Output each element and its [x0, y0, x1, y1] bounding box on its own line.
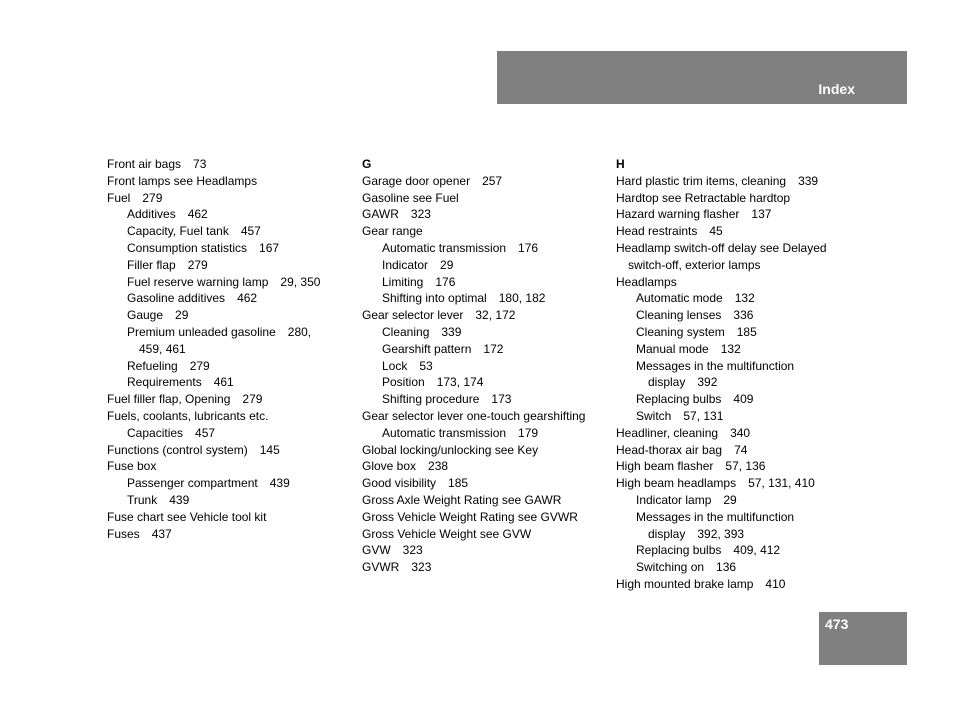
index-entry: [362, 526, 612, 543]
index-entry: [616, 391, 866, 408]
index-entry: [107, 290, 357, 307]
index-entry: [107, 391, 357, 408]
index-term: Filler flap: [127, 257, 176, 272]
page-reference: 340: [730, 425, 751, 440]
page-reference: 339: [441, 324, 462, 339]
page-reference: 462: [187, 207, 208, 222]
page-reference: 185: [448, 476, 469, 491]
index-entry: [616, 542, 866, 559]
index-term: Gross Axle Weight Rating see GAWR: [362, 492, 562, 507]
page-reference: 173, 174: [436, 375, 484, 390]
index-term: Limiting: [382, 274, 424, 289]
page-reference: 73: [193, 157, 207, 171]
page-reference: 323: [402, 543, 423, 558]
page-reference: 280,: [287, 324, 312, 339]
index-entry: [362, 492, 612, 509]
index-entry: [107, 173, 357, 190]
index-term: Fuse box: [107, 459, 157, 474]
page-reference: 137: [751, 207, 772, 222]
index-term: Gasoline additives: [127, 291, 226, 306]
index-term: Lock: [382, 358, 408, 373]
page-reference: 57, 131: [683, 408, 724, 423]
index-term: Gasoline see Fuel: [362, 190, 459, 205]
index-entry: [616, 240, 866, 257]
index-term: Headlamps: [616, 274, 677, 289]
index-entry: [362, 509, 612, 526]
page-reference: 279: [242, 392, 263, 407]
index-term: Trunk: [127, 492, 158, 507]
index-term: 459, 461: [139, 341, 186, 356]
page-reference: 323: [410, 207, 431, 222]
index-entry: [362, 458, 612, 475]
index-term: Automatic transmission: [382, 425, 507, 440]
index-term: Consumption statistics: [127, 240, 248, 255]
index-entry: [107, 526, 357, 543]
index-term: GVW: [362, 543, 391, 558]
index-term: Front air bags: [107, 157, 182, 171]
index-term: display: [648, 375, 686, 390]
index-term: Head-thorax air bag: [616, 442, 723, 457]
index-entry: [107, 492, 357, 509]
index-entry: [362, 190, 612, 207]
index-entry: [107, 475, 357, 492]
page-reference: 439: [269, 476, 290, 491]
index-entry: [107, 156, 357, 173]
page-reference: 172: [483, 341, 504, 356]
index-entry: [362, 425, 612, 442]
page-reference: 29, 350: [280, 274, 321, 289]
page-reference: 462: [237, 291, 258, 306]
index-entry: [362, 206, 612, 223]
index-entry: [616, 274, 866, 291]
index-term: Replacing bulbs: [636, 392, 722, 407]
index-entry: [362, 542, 612, 559]
index-entry: [362, 223, 612, 240]
page-reference: 179: [518, 425, 539, 440]
index-entry: [362, 408, 612, 425]
index-term: Cleaning: [382, 324, 430, 339]
index-column-2: [362, 156, 612, 576]
index-entry: [616, 458, 866, 475]
index-term: Premium unleaded gasoline: [127, 324, 276, 339]
page-reference: 176: [435, 274, 456, 289]
index-entry: [107, 425, 357, 442]
page-reference: 185: [736, 324, 757, 339]
index-entry: [616, 173, 866, 190]
index-term: GVWR: [362, 560, 400, 575]
index-term: High mounted brake lamp: [616, 576, 754, 591]
index-term: Shifting into optimal: [382, 291, 487, 306]
index-entry: [362, 475, 612, 492]
index-term: Fuels, coolants, lubricants etc.: [107, 408, 269, 423]
index-entry: [107, 206, 357, 223]
index-term: Fuse chart see Vehicle tool kit: [107, 509, 267, 524]
index-entry: [107, 257, 357, 274]
index-term: G: [362, 157, 372, 171]
page-reference: 392, 393: [697, 526, 745, 541]
index-entry: [616, 408, 866, 425]
index-entry: [616, 307, 866, 324]
index-term: Gear range: [362, 224, 423, 239]
index-entry: [616, 223, 866, 240]
index-term: Indicator lamp: [636, 492, 712, 507]
index-term: Gross Vehicle Weight Rating see GVWR: [362, 509, 578, 524]
page-reference: 132: [720, 341, 741, 356]
index-term: Glove box: [362, 459, 417, 474]
index-term: Gross Vehicle Weight see GVW: [362, 526, 532, 541]
index-term: Automatic mode: [636, 291, 723, 306]
index-term: Requirements: [127, 375, 202, 390]
index-term: Automatic transmission: [382, 240, 507, 255]
index-term: Hazard warning flasher: [616, 207, 740, 222]
index-entry: [616, 257, 866, 274]
page-reference: 437: [151, 526, 172, 541]
index-term: Switching on: [636, 560, 705, 575]
page-reference: 132: [734, 291, 755, 306]
index-term: Shifting procedure: [382, 392, 480, 407]
index-column-1: [107, 156, 357, 542]
page-reference: 257: [482, 173, 503, 188]
index-term: Manual mode: [636, 341, 709, 356]
index-entry: [616, 526, 866, 543]
index-term: Additives: [127, 207, 176, 222]
page-reference: 57, 131, 410: [748, 476, 815, 491]
page-reference: 279: [187, 257, 208, 272]
page-reference: 336: [733, 308, 754, 323]
index-term: Messages in the multifunction: [636, 509, 795, 524]
index-term: Cleaning system: [636, 324, 725, 339]
index-term: Functions (control system): [107, 442, 248, 457]
index-term: Headliner, cleaning: [616, 425, 719, 440]
index-entry: [616, 358, 866, 375]
index-entry: [362, 257, 612, 274]
index-term: display: [648, 526, 686, 541]
index-term: H: [616, 157, 625, 171]
index-term: Replacing bulbs: [636, 543, 722, 558]
page-reference: 409, 412: [733, 543, 781, 558]
index-entry: [107, 240, 357, 257]
page-reference: 167: [259, 240, 280, 255]
index-entry: [362, 173, 612, 190]
index-term: Passenger compartment: [127, 476, 258, 491]
index-term: Fuel reserve warning lamp: [127, 274, 269, 289]
index-column-3: [616, 156, 866, 593]
page-reference: 45: [709, 224, 723, 239]
index-entry: [616, 206, 866, 223]
index-entry: [107, 341, 357, 358]
index-term: Good visibility: [362, 476, 437, 491]
header-bar: [497, 51, 907, 104]
page-reference: 409: [733, 392, 754, 407]
page-reference: 136: [716, 560, 737, 575]
index-entry: [616, 509, 866, 526]
index-entry: [362, 391, 612, 408]
page-reference: 457: [240, 224, 261, 239]
index-term: Indicator: [382, 257, 429, 272]
index-entry: [362, 324, 612, 341]
index-term: Fuses: [107, 526, 140, 541]
page-reference: 410: [765, 576, 786, 591]
index-entry: [362, 274, 612, 291]
page-reference: 323: [411, 560, 432, 575]
index-entry: [616, 442, 866, 459]
index-entry: [107, 190, 357, 207]
index-entry: [616, 475, 866, 492]
page-reference: 32, 172: [475, 308, 516, 323]
index-entry: [362, 442, 612, 459]
index-term: Head restraints: [616, 224, 698, 239]
index-entry: [362, 374, 612, 391]
index-entry: [616, 290, 866, 307]
index-term: GAWR: [362, 207, 399, 222]
index-term: High beam headlamps: [616, 476, 737, 491]
index-term: Global locking/unlocking see Key: [362, 442, 539, 457]
index-entry: [616, 190, 866, 207]
page-reference: 180, 182: [498, 291, 546, 306]
index-entry: [107, 408, 357, 425]
index-term: Capacities: [127, 425, 184, 440]
index-entry: [107, 458, 357, 475]
page-reference: 457: [195, 425, 216, 440]
index-term: High beam flasher: [616, 459, 714, 474]
index-term: Position: [382, 375, 425, 390]
page-reference: 29: [175, 308, 189, 323]
index-term: Hardtop see Retractable hardtop: [616, 190, 791, 205]
index-entry: [107, 324, 357, 341]
index-entry: [107, 358, 357, 375]
index-term: Cleaning lenses: [636, 308, 722, 323]
index-term: Gearshift pattern: [382, 341, 472, 356]
page-title: Index: [818, 81, 855, 97]
page-reference: 279: [189, 358, 210, 373]
index-entry: [616, 374, 866, 391]
index-term: Fuel: [107, 190, 131, 205]
page-reference: 279: [142, 190, 163, 205]
index-entry: [107, 442, 357, 459]
index-entry: [362, 290, 612, 307]
index-term: Gear selector lever one-touch gearshifting: [362, 408, 586, 423]
index-entry: [107, 374, 357, 391]
index-term: Refueling: [127, 358, 178, 373]
page-number-box: [819, 612, 907, 665]
index-entry: [616, 425, 866, 442]
index-term: Headlamp switch-off delay see Delayed: [616, 240, 827, 255]
page-reference: 392: [697, 375, 718, 390]
page-reference: 339: [798, 173, 819, 188]
page-reference: 74: [734, 442, 748, 457]
index-term: Fuel filler flap, Opening: [107, 392, 231, 407]
index-term: Hard plastic trim items, cleaning: [616, 173, 787, 188]
index-term: Capacity, Fuel tank: [127, 224, 229, 239]
page-reference: 29: [723, 492, 737, 507]
page-reference: 173: [491, 392, 512, 407]
index-term: switch-off, exterior lamps: [628, 257, 761, 272]
index-entry: [107, 223, 357, 240]
index-entry: [362, 240, 612, 257]
index-term: Switch: [636, 408, 672, 423]
index-term: Gear selector lever: [362, 308, 464, 323]
index-entry: [107, 509, 357, 526]
page-reference: 238: [428, 459, 449, 474]
page-reference: 461: [213, 375, 234, 390]
index-term: Garage door opener: [362, 173, 471, 188]
index-entry: [107, 307, 357, 324]
section-letter-heading: [362, 156, 612, 173]
index-entry: [362, 307, 612, 324]
index-entry: [616, 576, 866, 593]
index-term: Front lamps see Headlamps: [107, 173, 258, 188]
page-reference: 57, 136: [725, 459, 766, 474]
index-entry: [362, 341, 612, 358]
page-reference: 29: [440, 257, 454, 272]
page-reference: 53: [419, 358, 433, 373]
index-entry: [616, 341, 866, 358]
index-entry: [616, 559, 866, 576]
page-reference: 145: [259, 442, 280, 457]
index-entry: [616, 324, 866, 341]
index-term: Gauge: [127, 308, 164, 323]
page-reference: 439: [169, 492, 190, 507]
index-entry: [362, 559, 612, 576]
index-entry: [362, 358, 612, 375]
index-entry: [107, 274, 357, 291]
index-entry: [616, 492, 866, 509]
index-term: Messages in the multifunction: [636, 358, 795, 373]
page-number: 473: [825, 616, 849, 632]
section-letter-heading: [616, 156, 866, 173]
page-reference: 176: [518, 240, 539, 255]
